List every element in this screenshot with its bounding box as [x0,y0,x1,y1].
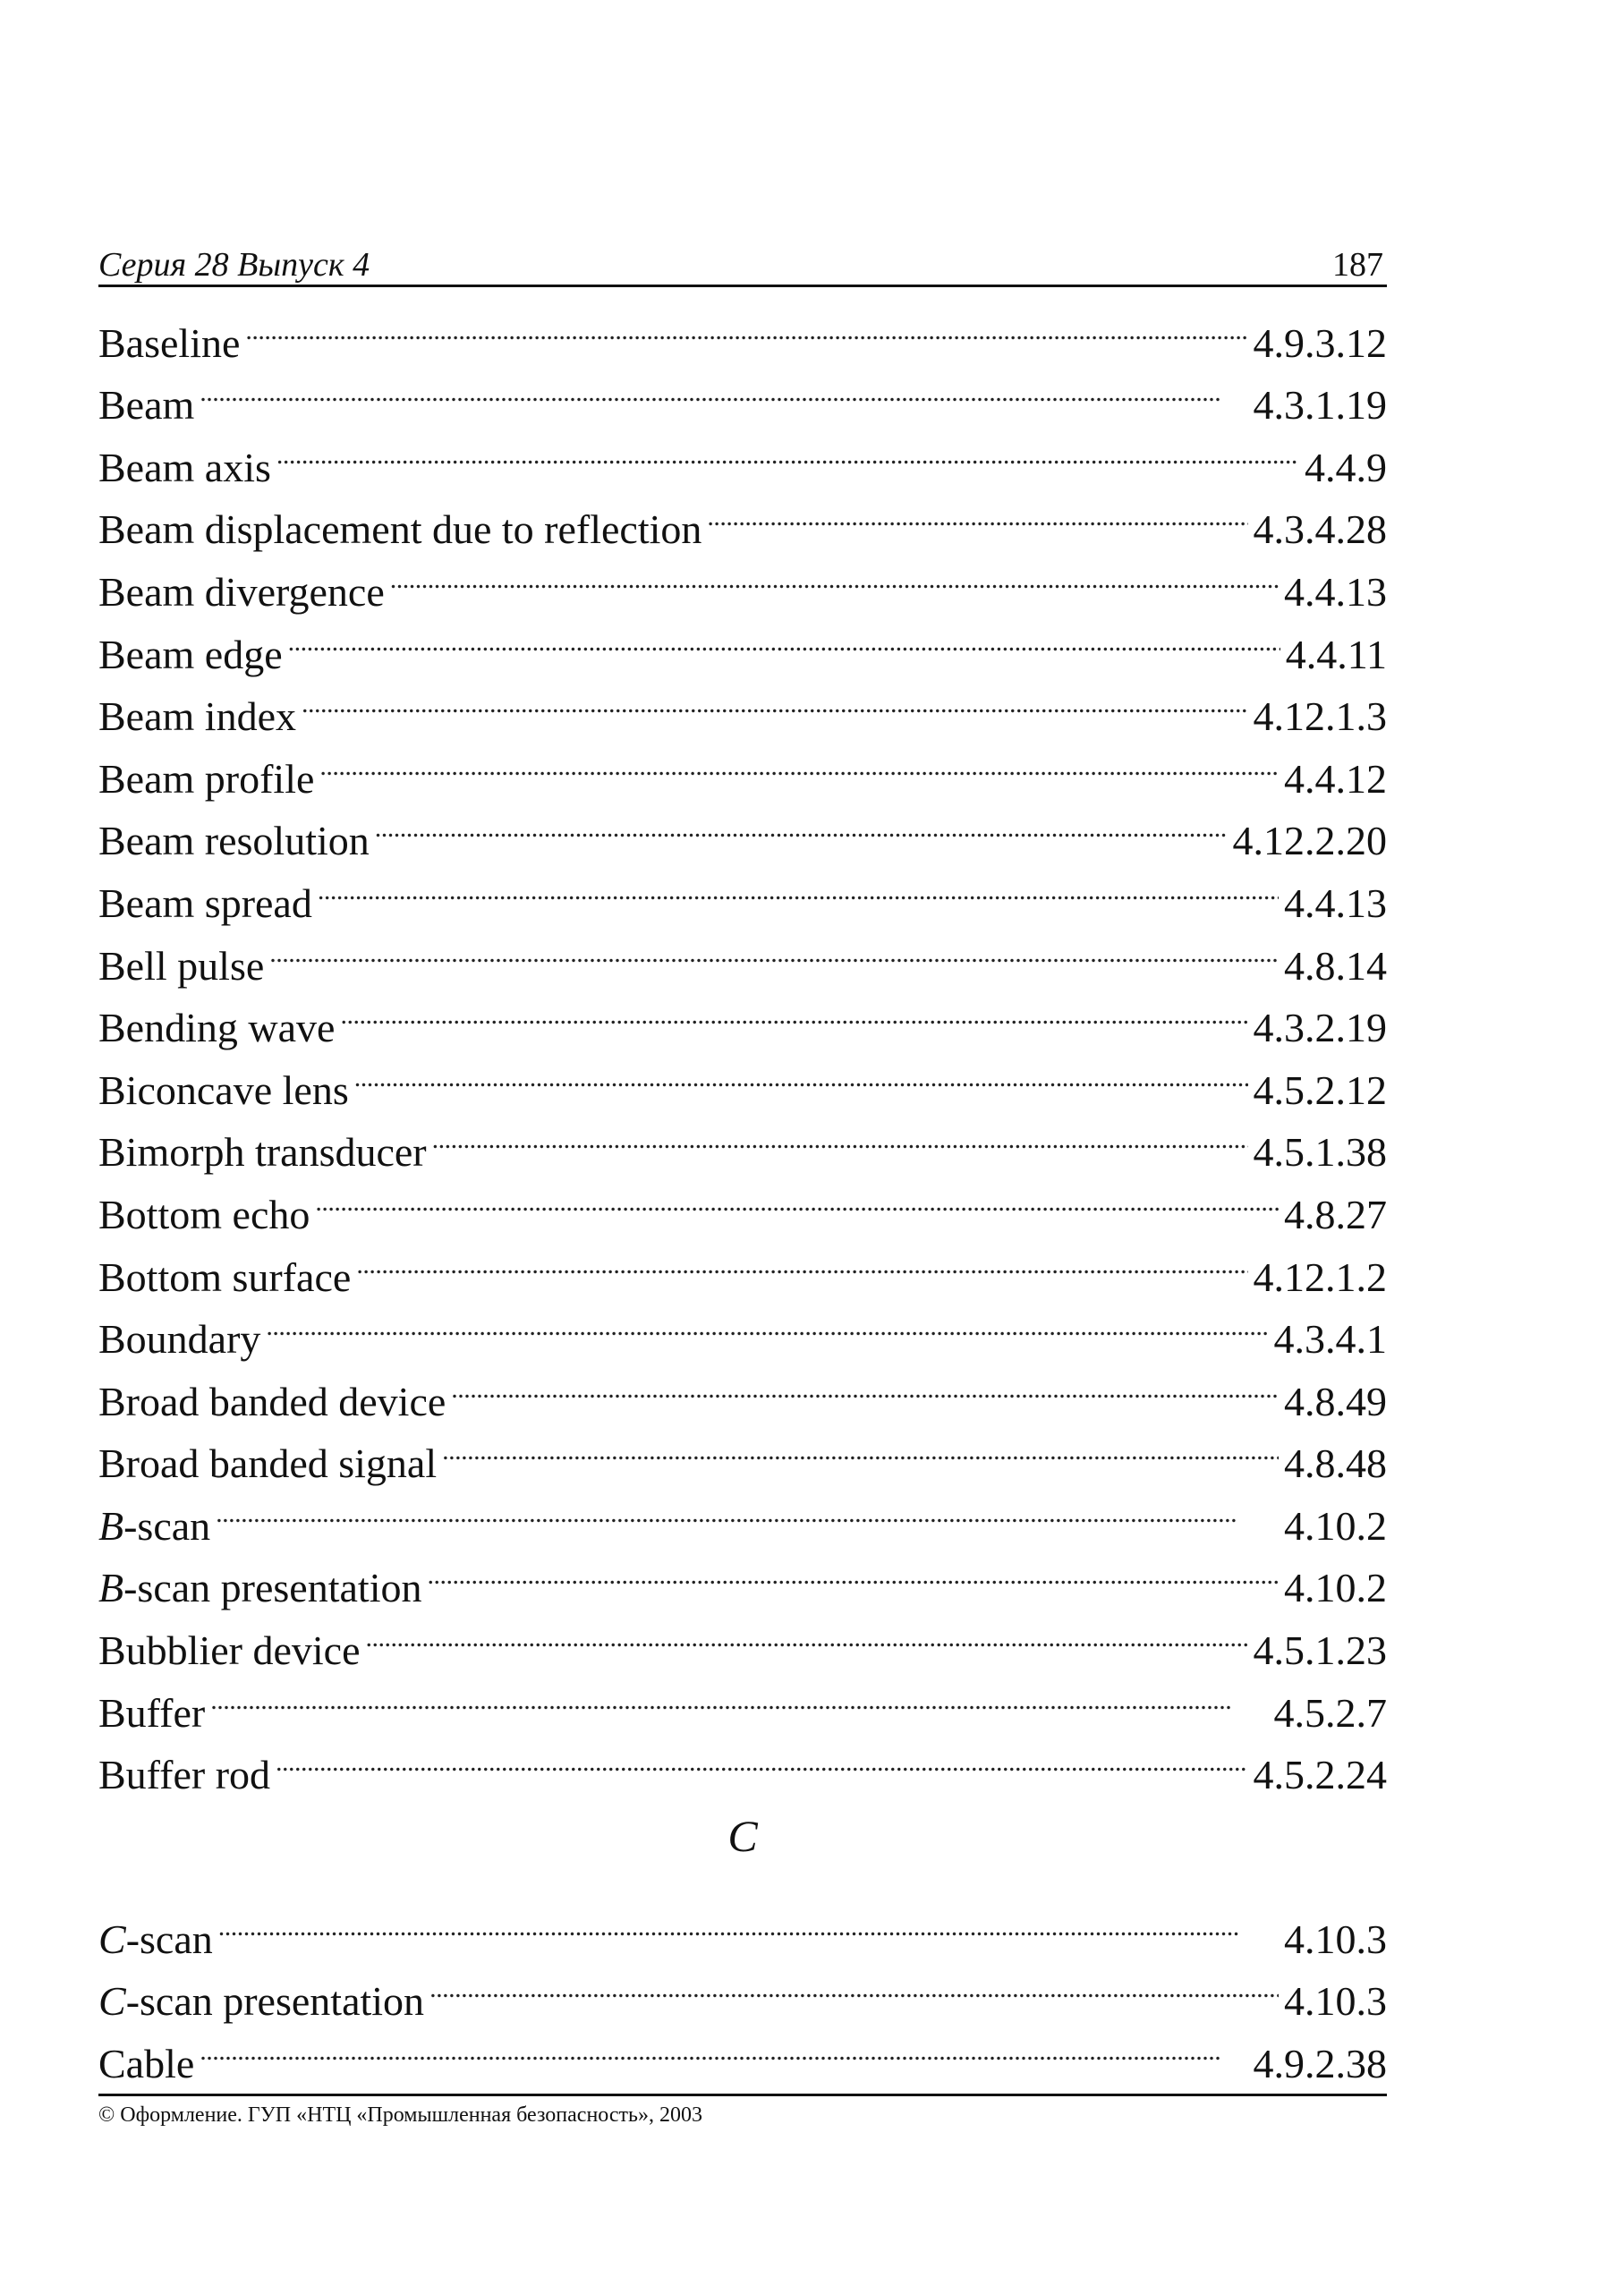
index-reference: 4.8.49 [1284,1378,1387,1424]
index-reference: 4.5.2.24 [1253,1752,1387,1798]
index-entry [98,419,1387,490]
index-term-prefix: C [98,1978,126,2025]
index-entry [98,1727,1387,1798]
dot-leader [218,1890,1279,1953]
page-number: 187 [1332,246,1383,284]
index-term-text: Bending wave [98,1005,336,1051]
index-entry [98,917,1387,989]
index-entry [98,294,1387,366]
index-term-text: Cable [98,2041,195,2087]
index-term-text: Beam edge [98,631,283,677]
index-term-text: Bubblier device [98,1627,361,1674]
index-term-text: Bottom surface [98,1253,352,1300]
index-term-text: Beam profile [98,755,315,802]
index-reference: 4.9.3.12 [1253,319,1387,366]
index-term-text: -scan presentation [123,1565,422,1611]
index-reference: 4.10.2 [1284,1502,1387,1549]
dot-leader [429,1953,1279,2016]
index-reference: 4.3.4.28 [1253,506,1387,553]
index-entry [98,1540,1387,1611]
index-term [98,685,296,748]
index-reference: 4.3.4.1 [1273,1316,1387,1363]
dot-leader [340,980,1247,1042]
dot-leader [432,1104,1248,1167]
index-term-text: -scan [125,1916,213,1962]
index-term-text: Beam axis [98,444,271,490]
index-reference: 4.4.12 [1284,755,1387,802]
index-reference: 4.10.3 [1284,1916,1387,1962]
index-reference: 4.4.13 [1284,568,1387,615]
index-reference: 4.4.11 [1285,631,1387,677]
index-reference: 4.8.27 [1284,1191,1387,1237]
dot-leader [354,1041,1248,1104]
index-term-text: Boundary [98,1316,261,1363]
index-term [98,1184,310,1246]
index-term [98,374,194,437]
index-term [98,437,271,499]
page-header [98,240,1387,287]
page-footer: © Оформление. ГУП «НТЦ «Промышленная безопасность», 2003 [98,2094,1387,2128]
index-term [98,1371,446,1433]
index-entry [98,980,1387,1051]
index-entry [98,2015,1387,2087]
index-term-text: Beam index [98,693,296,740]
index-reference: 4.4.9 [1305,444,1387,490]
dot-leader [356,1228,1247,1291]
dot-leader [266,1291,1268,1354]
index-term-prefix: C [98,1916,126,1962]
index-term [98,748,314,811]
index-term-text: Broad banded signal [98,1440,438,1487]
index-term [98,2033,194,2095]
index-reference: 4.5.2.7 [1273,1689,1387,1736]
index-term-text: Beam resolution [98,818,370,864]
index-term [98,997,335,1059]
dot-leader [269,917,1279,980]
index-term-text: Buffer rod [98,1752,271,1798]
index-entry [98,1953,1387,2025]
index-term-prefix: B [98,1502,124,1549]
index-term-text: Beam displacement due to reflection [98,506,702,553]
dot-leader [245,294,1247,357]
dot-leader [375,793,1228,855]
index-term [98,935,264,998]
dot-leader [210,1664,1268,1727]
index-term-text: Bimorph transducer [98,1129,427,1176]
dot-leader [288,606,1280,668]
dot-leader [442,1415,1279,1478]
index-page [98,240,1387,2087]
index-list-c [98,1890,1387,2087]
index-reference: 4.5.1.38 [1253,1129,1387,1176]
index-term [98,1308,260,1371]
dot-leader [451,1353,1279,1415]
dot-leader [427,1540,1279,1602]
index-reference: 4.10.2 [1284,1565,1387,1611]
index-reference: 4.10.3 [1284,1978,1387,2025]
index-term-text: Bottom echo [98,1191,310,1237]
dot-leader [216,1477,1279,1540]
index-entry [98,481,1387,553]
dot-leader [200,2015,1247,2077]
index-term-text: Beam spread [98,879,312,926]
series-title: Серия 28 Выпуск 4 [98,246,370,284]
index-term [98,624,283,686]
index-term [98,1682,205,1745]
dot-leader [276,419,1299,481]
index-term-text: Baseline [98,319,241,366]
index-reference: 4.3.1.19 [1253,382,1387,429]
index-term [98,1744,270,1806]
index-reference: 4.3.2.19 [1253,1005,1387,1051]
index-term-text: Biconcave lens [98,1066,349,1113]
index-term-text: -scan presentation [125,1978,425,2025]
section-heading-c: C [727,1811,758,1862]
index-reference: 4.5.2.12 [1253,1066,1387,1113]
index-term [98,1059,349,1122]
index-reference: 4.8.48 [1284,1440,1387,1487]
index-entry [98,1291,1387,1363]
dot-leader [366,1602,1248,1664]
index-reference: 4.12.2.20 [1232,818,1387,864]
index-reference: 4.8.14 [1284,942,1387,989]
index-term-text: -scan [123,1502,211,1549]
index-entry [98,1890,1387,1962]
dot-leader [318,854,1279,917]
index-term-prefix: B [98,1565,124,1611]
index-entry [98,1353,1387,1424]
index-reference: 4.4.13 [1284,879,1387,926]
index-term [98,1908,213,1971]
index-reference: 4.12.1.3 [1253,693,1387,740]
dot-leader [302,668,1248,731]
index-entry [98,1477,1387,1549]
index-list-b [98,294,1387,1798]
index-term-text: Buffer [98,1689,206,1736]
index-reference: 4.9.2.38 [1253,2041,1387,2087]
dot-leader [707,481,1247,544]
dot-leader [319,730,1279,793]
index-reference: 4.5.1.23 [1253,1627,1387,1674]
dot-leader [315,1166,1279,1228]
index-term-text: Beam [98,382,195,429]
index-entry [98,1664,1387,1736]
dot-leader [390,543,1279,606]
index-entry [98,606,1387,677]
index-term [98,1495,210,1558]
index-term-text: Beam divergence [98,568,385,615]
dot-leader [200,357,1247,420]
index-term-text: Bell pulse [98,942,265,989]
index-entry [98,668,1387,740]
dot-leader [276,1727,1247,1789]
index-entry [98,357,1387,429]
index-term-text: Broad banded device [98,1378,446,1424]
index-reference: 4.12.1.2 [1253,1253,1387,1300]
